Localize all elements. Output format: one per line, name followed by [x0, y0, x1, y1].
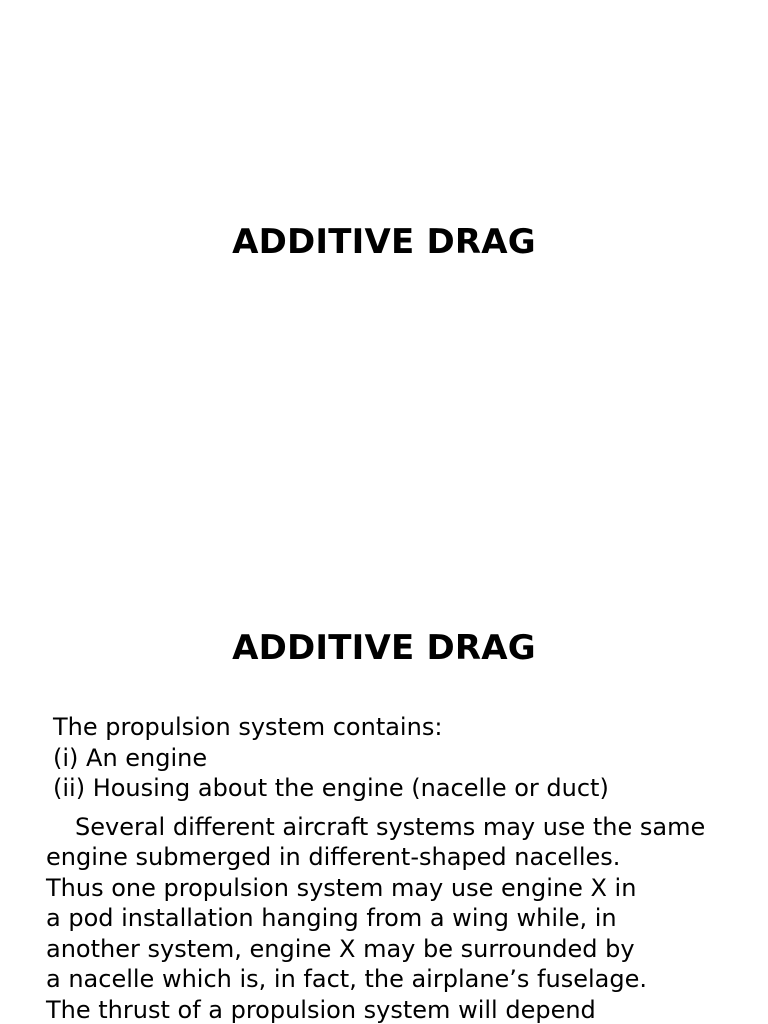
slide-body: [46, 712, 746, 1024]
body-line: The propulsion system contains:: [53, 713, 443, 741]
paragraph-line: a nacelle which is, in fact, the airplane’s fuselage.: [46, 965, 647, 993]
paragraph-line: The thrust of a propulsion system will depend: [46, 995, 596, 1024]
paragraph-line: Thus one propulsion system may use engine X in: [46, 873, 637, 902]
slide-title: ADDITIVE DRAG: [232, 222, 536, 262]
body-paragraph: [46, 812, 746, 1024]
paragraph-line: another system, engine X may be surrounded by: [46, 934, 635, 963]
paragraph-line: a pod installation hanging from a wing while, in: [46, 904, 617, 932]
slide-title: ADDITIVE DRAG: [232, 628, 536, 668]
paragraph-line: engine submerged in different-shaped nacelles.: [46, 843, 621, 871]
list-item: (ii) Housing about the engine (nacelle or duct): [53, 774, 609, 802]
list-item: (i) An engine: [53, 743, 208, 772]
content-slide: [0, 576, 768, 1024]
paragraph-line: Several different aircraft systems may use the same: [75, 812, 706, 841]
